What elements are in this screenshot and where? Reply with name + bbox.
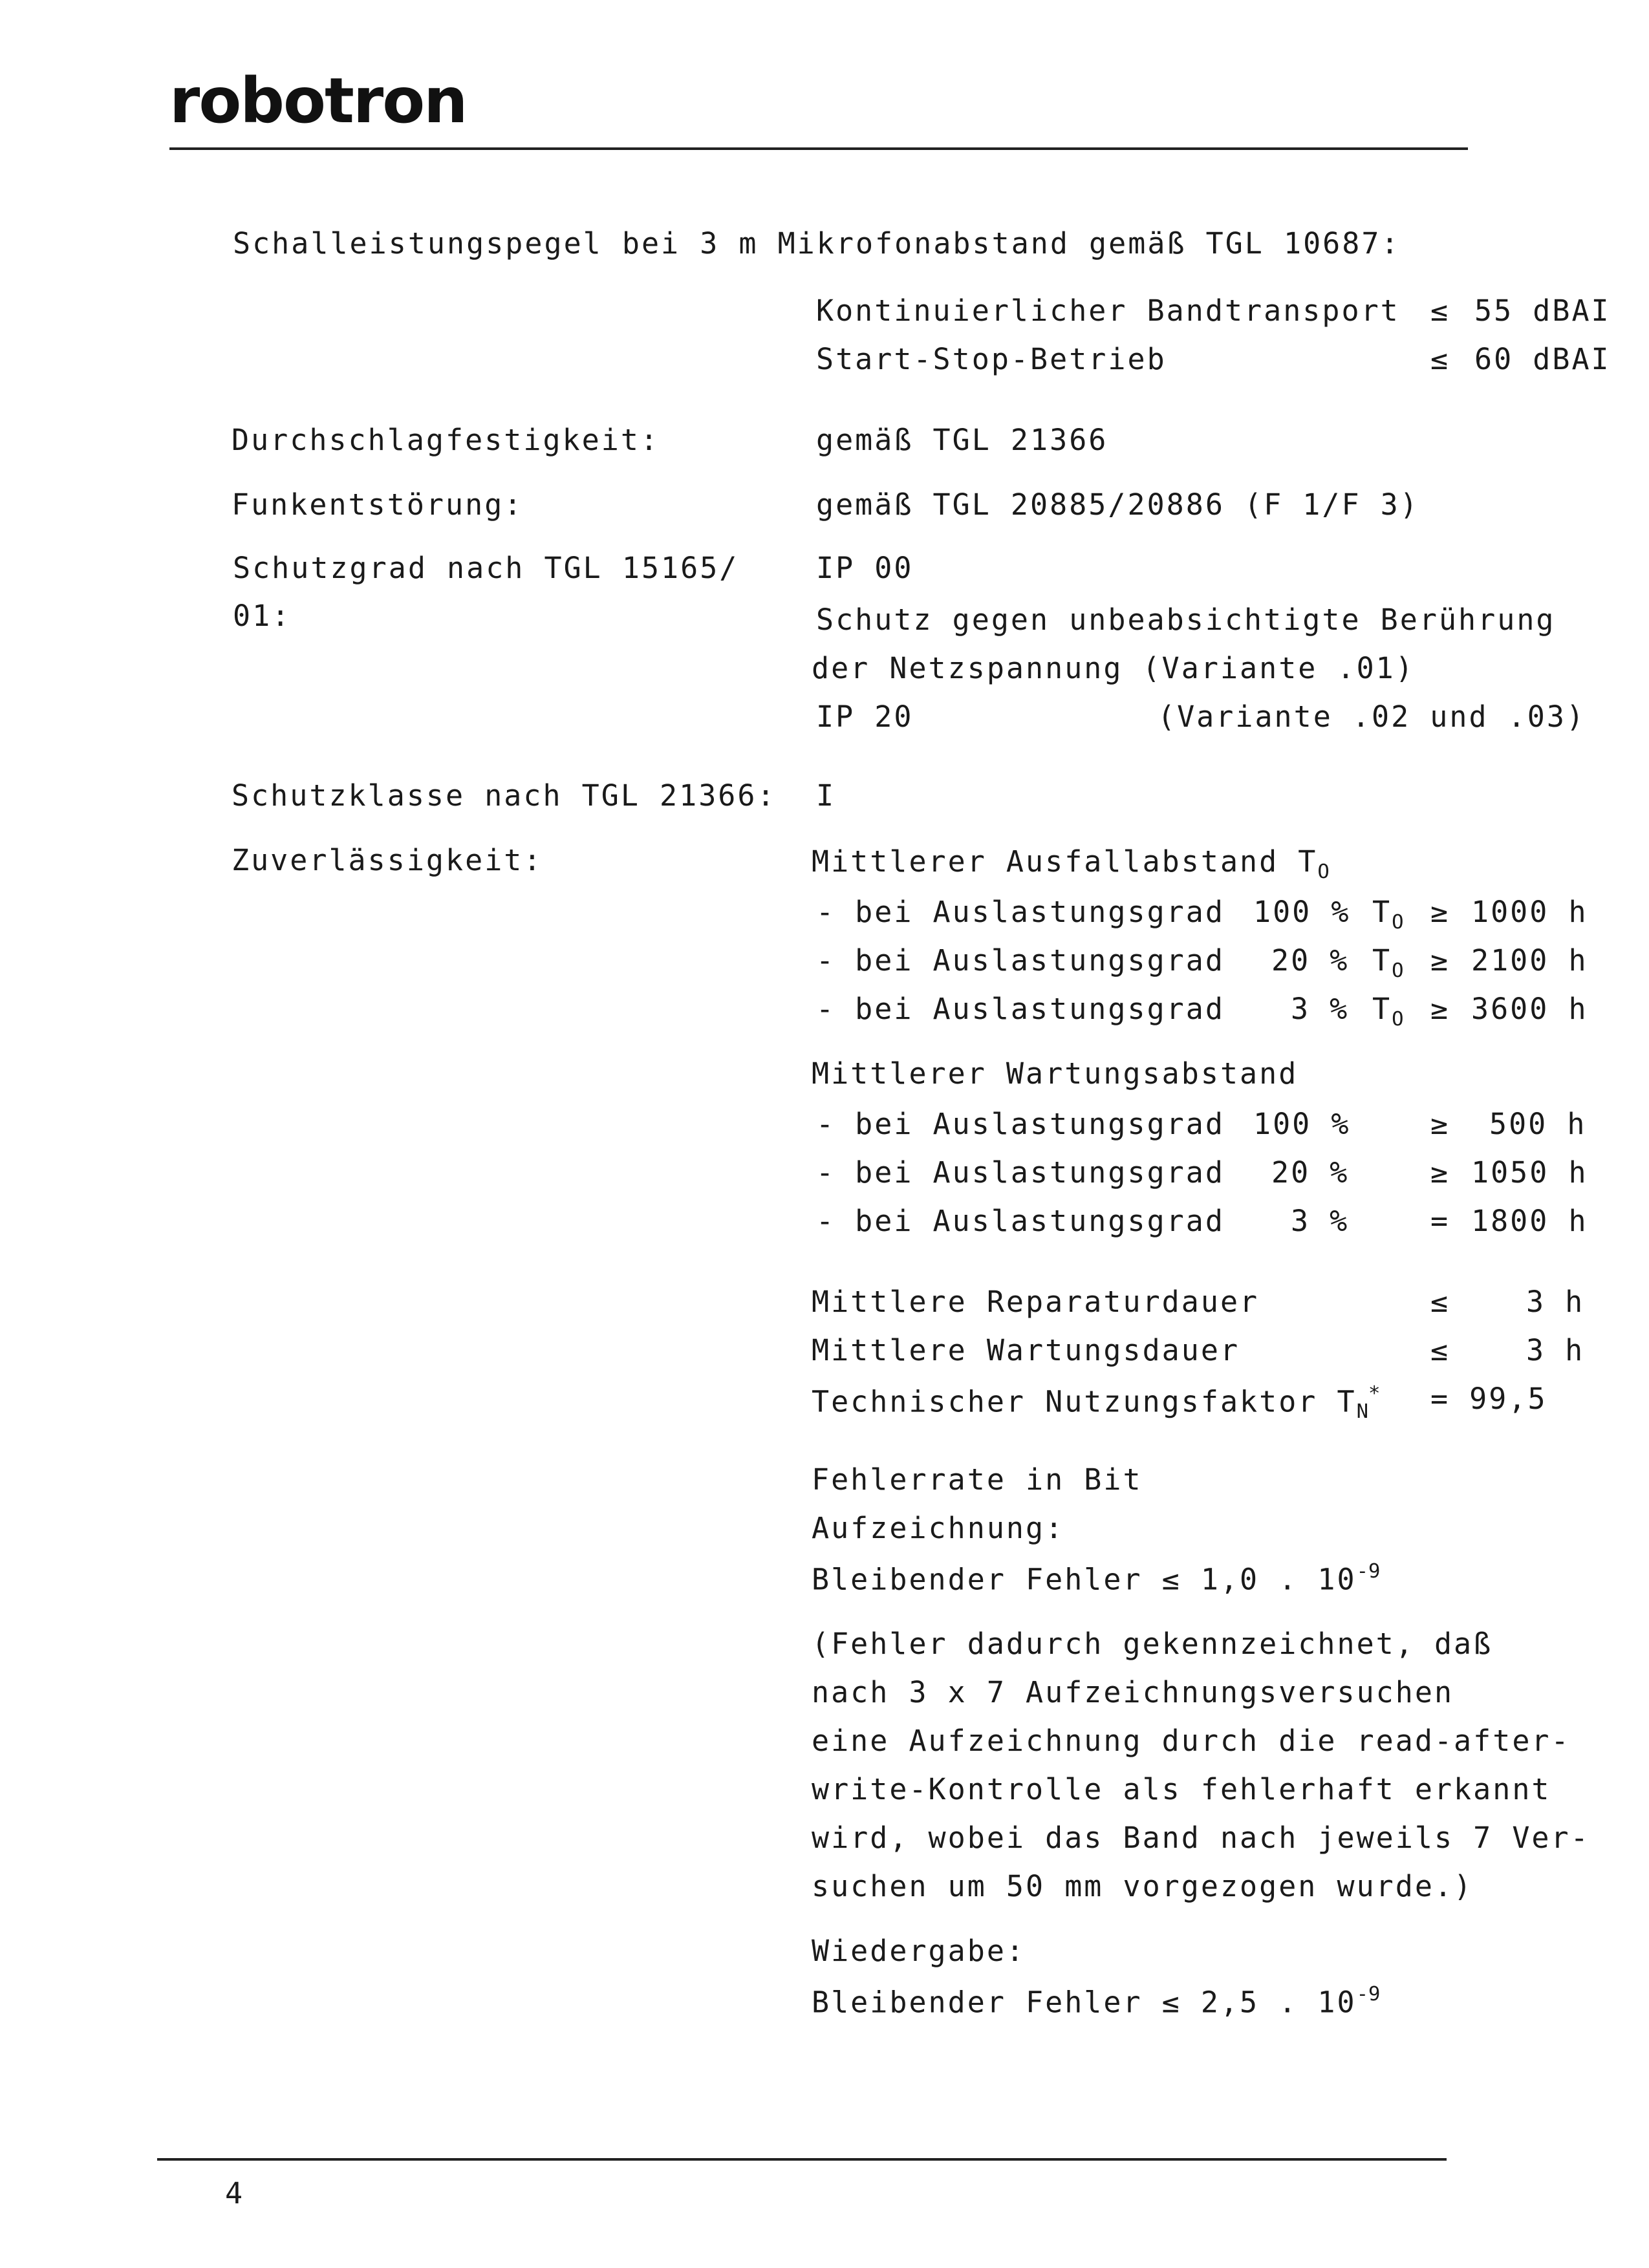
protection-value-line2: Schutz gegen unbeabsichtigte Berührung	[816, 603, 1556, 637]
playback-title: Wiedergabe:	[812, 1934, 1026, 1968]
mtbf-row-3-op: ≥	[1430, 992, 1450, 1026]
maint-row-20-op: ≥	[1430, 1155, 1450, 1190]
mtbf-row-20-pct: 20 %	[1271, 943, 1350, 978]
error-rate-title-line2: Aufzeichnung:	[812, 1511, 1065, 1545]
repair-duration-value: 3 h	[1526, 1285, 1585, 1319]
protection-value-ip00: IP 00	[816, 551, 914, 585]
error-note-line: wird, wobei das Band nach jeweils 7 Ver-	[812, 1821, 1590, 1855]
protection-value-line3: der Netzspannung (Variante .01)	[812, 651, 1415, 685]
mtbf-row-20-label: - bei Auslastungsgrad	[816, 943, 1225, 978]
mtbf-row-100-pct: 100 %	[1253, 895, 1351, 929]
mtbf-row-100-symbol: $T_O$	[1372, 895, 1404, 934]
mtbf-title: Mittlerer Ausfallabstand $T_O$	[812, 844, 1330, 883]
protection-class-value: I	[816, 778, 836, 813]
usage-factor-value: = 99,5	[1430, 1382, 1547, 1416]
mtbf-row-100-op: ≥	[1430, 895, 1450, 929]
mtbf-row-100-value: 1000 h	[1471, 895, 1588, 929]
mtbf-row-3-pct: 3 %	[1291, 992, 1350, 1026]
error-note-line: write-Kontrolle als fehlerhaft erkannt	[812, 1772, 1551, 1806]
maint-row-3-pct: 3 %	[1291, 1204, 1350, 1238]
service-duration-op: ≤	[1430, 1333, 1450, 1367]
repair-duration-op: ≤	[1430, 1285, 1450, 1319]
protection-label-line1: Schutzgrad nach TGL 15165/	[233, 551, 739, 585]
interference-label: Funkentstörung:	[232, 487, 524, 522]
maint-row-20-value: 1050 h	[1471, 1155, 1588, 1190]
maint-title: Mittlerer Wartungsabstand	[812, 1056, 1299, 1091]
recording-residual-error: Bleibender Fehler ≤ 1,0 . $10^{-9}$	[812, 1560, 1381, 1597]
sound-row-startstop-value: 60 dBAI	[1474, 342, 1611, 376]
error-note-line: suchen um 50 mm vorgezogen wurde.)	[812, 1869, 1474, 1903]
repair-duration-label: Mittlere Reparaturdauer	[812, 1285, 1260, 1319]
playback-residual-error: Bleibender Fehler ≤ 2,5 . $10^{-9}$	[812, 1983, 1381, 2020]
error-note-line: eine Aufzeichnung durch die read-after-	[812, 1724, 1571, 1758]
sound-level-label: Schalleistungspegel bei 3 m Mikrofonabstand gemäß TGL 10687:	[233, 226, 1401, 261]
service-duration-label: Mittlere Wartungsdauer	[812, 1333, 1240, 1367]
dielectric-value: gemäß TGL 21366	[816, 423, 1108, 457]
page-number: 4	[225, 2176, 243, 2210]
mtbf-row-20-value: 2100 h	[1471, 943, 1588, 978]
maint-row-100-pct: 100 %	[1253, 1107, 1351, 1141]
usage-factor-label: Technischer Nutzungsfaktor $T_N^*$	[812, 1382, 1381, 1424]
header-rule	[169, 147, 1468, 150]
protection-value-ip20-note: (Variante .02 und .03)	[1158, 700, 1586, 734]
service-duration-value: 3 h	[1526, 1333, 1585, 1367]
maint-row-3-value: 1800 h	[1471, 1204, 1588, 1238]
dielectric-label: Durchschlagfestigkeit:	[232, 423, 660, 457]
protection-label-line2: 01:	[233, 599, 292, 633]
maint-row-3-op: =	[1430, 1204, 1450, 1238]
protection-value-ip20: IP 20	[816, 700, 914, 734]
sound-row-continuous-op: ≤	[1430, 294, 1450, 328]
protection-class-label: Schutzklasse nach TGL 21366:	[232, 778, 777, 813]
maint-row-100-label: - bei Auslastungsgrad	[816, 1107, 1225, 1141]
robotron-logo: robotron	[169, 65, 467, 137]
mtbf-row-3-symbol: $T_O$	[1372, 992, 1404, 1031]
sound-row-startstop-label: Start-Stop-Betrieb	[816, 342, 1167, 376]
mtbf-row-3-label: - bei Auslastungsgrad	[816, 992, 1225, 1026]
interference-value: gemäß TGL 20885/20886 (F 1/F 3)	[816, 487, 1419, 522]
sound-row-startstop-op: ≤	[1430, 342, 1450, 376]
error-rate-title-line1: Fehlerrate in Bit	[812, 1462, 1143, 1497]
error-note-line: nach 3 x 7 Aufzeichnungsversuchen	[812, 1675, 1454, 1709]
maint-row-20-label: - bei Auslastungsgrad	[816, 1155, 1225, 1190]
mtbf-row-3-value: 3600 h	[1471, 992, 1588, 1026]
sound-row-continuous-label: Kontinuierlicher Bandtransport	[816, 294, 1400, 328]
maint-row-100-op: ≥	[1430, 1107, 1450, 1141]
sound-row-continuous-value: 55 dBAI	[1474, 294, 1611, 328]
mtbf-row-20-op: ≥	[1430, 943, 1450, 978]
maint-row-100-value: 500 h	[1489, 1107, 1587, 1141]
maint-row-20-pct: 20 %	[1271, 1155, 1350, 1190]
mtbf-row-20-symbol: $T_O$	[1372, 943, 1404, 982]
reliability-label: Zuverlässigkeit:	[232, 843, 543, 877]
maint-row-3-label: - bei Auslastungsgrad	[816, 1204, 1225, 1238]
mtbf-row-100-label: - bei Auslastungsgrad	[816, 895, 1225, 929]
footer-rule	[157, 2158, 1447, 2161]
error-note-line: (Fehler dadurch gekennzeichnet, daß	[812, 1627, 1493, 1661]
